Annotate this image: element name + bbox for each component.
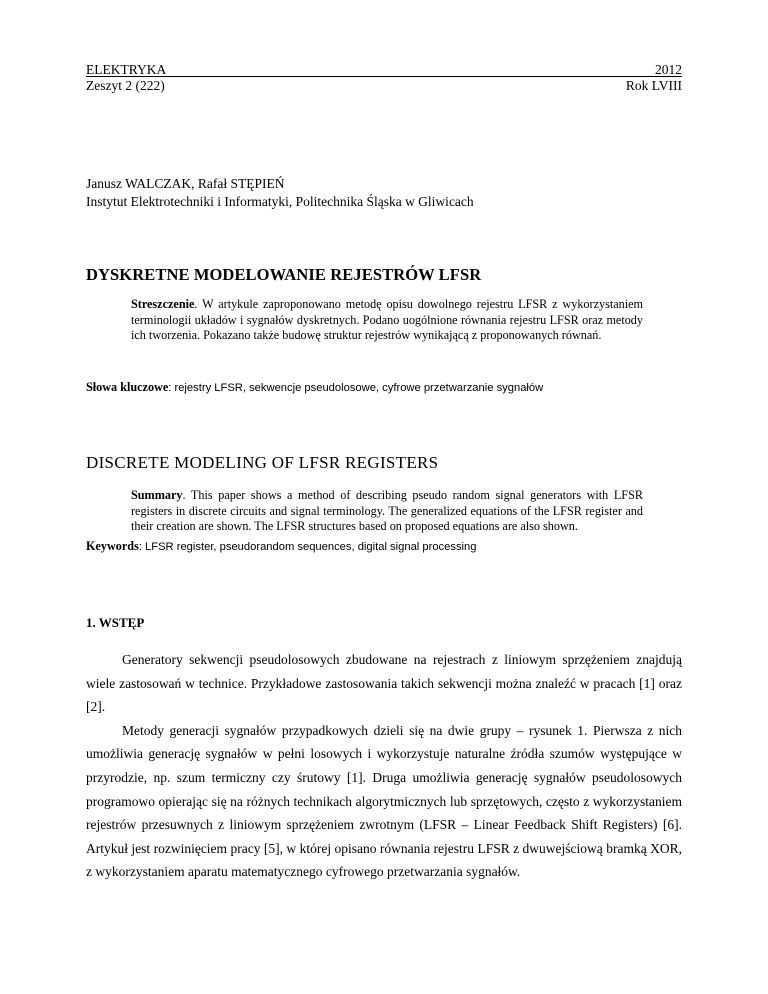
header-rule	[86, 76, 682, 77]
abstract-pl	[131, 297, 643, 344]
author-affiliation: Instytut Elektrotechniki i Informatyki, Politechnika Śląska w Gliwicach	[86, 194, 474, 209]
author-names: Janusz WALCZAK, Rafał STĘPIEŃ	[86, 176, 285, 191]
keywords-en-text: : LFSR register, pseudorandom sequences, digital signal processing	[138, 541, 477, 553]
journal-name: ELEKTRYKA	[86, 62, 167, 77]
body-paragraph: Metody generacji sygnałów przypadkowych dzieli się na dwie grupy – rysunek 1. Pierwsza z nich umożliwia generację sygnałów w pełni losowych i wykorzystuje naturalne źródła szumów występujące w przyrodzie, np. szum termiczny czy śrutowy [1]. Druga umożliwia generację sygnałów pseudolosowych programowo opierając się na różnych technikach algorytmicznych lub sprzętowych, często z wykorzystaniem rejestrów przesuwnych z liniowym sprzężeniem zwrotnym (LFSR – Linear Feedback Shift Registers) [6]. Artykuł jest rozwinięciem pracy [5], w której opisano równania rejestru LFSR z dwuwejściową bramką XOR, z wykorzystaniem aparatu matematycznego cyfrowego przetwarzania sygnałów.	[86, 722, 682, 880]
abstract-pl-label: Streszczenie	[131, 297, 195, 311]
body-paragraph: Generatory sekwencji pseudolosowych zbudowane na rejestrach z liniowym sprzężeniem znajdują wiele zastosowań w technice. Przykładowe zastosowania takich sekwencji można znaleźć w pracach [1] oraz [2].	[86, 652, 682, 715]
abstract-en-text: . This paper shows a method of describing pseudo random signal generators with LFSR registers in discrete circuits and signal terminology. The generalized equations of the LFSR register and their creation are shown. The LFSR structures based on proposed equations are also shown.	[131, 488, 643, 533]
section-body	[86, 648, 682, 884]
paper-title-pl: DYSKRETNE MODELOWANIE REJESTRÓW LFSR	[86, 265, 482, 284]
keywords-pl	[86, 380, 543, 395]
abstract-en-label: Summary	[131, 488, 183, 502]
journal-header-left	[86, 62, 166, 94]
journal-header-right	[626, 62, 682, 94]
abstract-en	[131, 488, 643, 535]
journal-volume: Rok LVIII	[625, 78, 682, 93]
keywords-en-label: Keywords	[86, 539, 139, 553]
paper-title-en: DISCRETE MODELING OF LFSR REGISTERS	[86, 453, 439, 472]
authors-block	[86, 175, 474, 211]
keywords-en	[86, 539, 477, 554]
keywords-pl-label: Słowa kluczowe	[86, 380, 169, 394]
journal-issue: Zeszyt 2 (222)	[86, 78, 165, 93]
keywords-pl-text: : rejestry LFSR, sekwencje pseudolosowe, cyfrowe przetwarzanie sygnałów	[168, 382, 544, 394]
section-heading: 1. WSTĘP	[86, 615, 145, 630]
abstract-pl-text: . W artykule zaproponowano metodę opisu dowolnego rejestru LFSR z wykorzystaniem terminologii układów i sygnałów dyskretnych. Podano uogólnione równania rejestru LFSR oraz metody ich tworzenia. Pokazano także budowę struktur rejestrów wynikającą z proponowanych równań.	[131, 297, 643, 342]
journal-year: 2012	[655, 62, 682, 77]
